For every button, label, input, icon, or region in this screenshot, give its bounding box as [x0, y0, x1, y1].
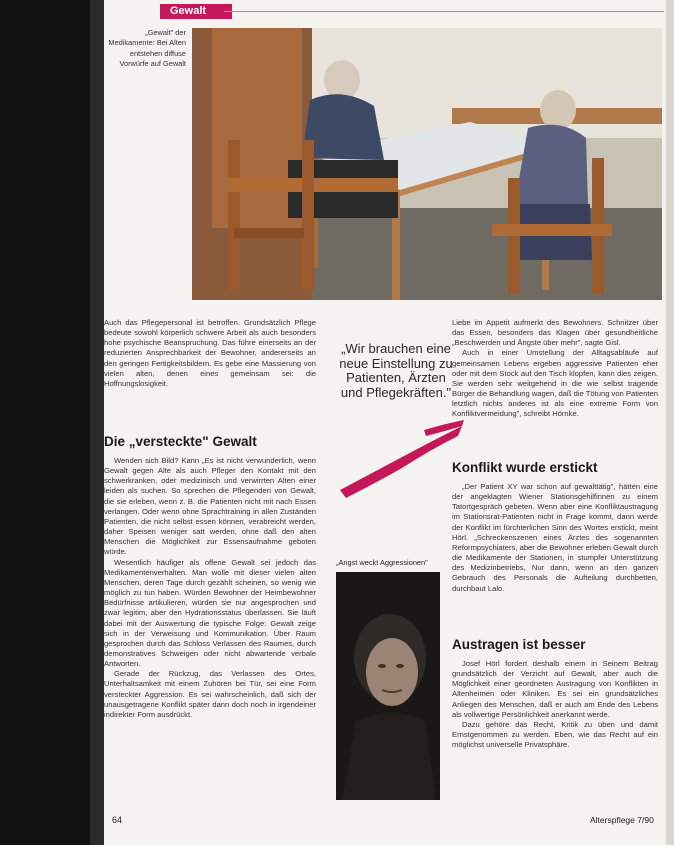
header-rule [224, 11, 664, 12]
paragraph: Wesentlich häufiger als offene Gewalt sei jedoch das Medikamentenverhalten. Man wolle mit dieser vielen alten Menschen, deren Tage durch gezählt scheinen, so wenig wie möglich zu tun haben. Würden Bewohner der Heimbewohner Bedürfnisse artikulieren, würden sie nur angesprochen und zwar legitim, aber den Hydrationsstatus überlassen. Sie läuft dabei mit der Auswertung die typische Folge: Gewalt zeige sich in der Verweisung und Kommunikation. Über Raum gesprochen durch das Schloss Verlassen des Raumes, durch demonstratives Schweigen oder nicht abwartende verbale Antworten. [104, 557, 316, 669]
paragraph: Gerade der Rückzug, das Verlassen des Ortes, Unterhaltsamkeit mit einem Zuhören bei Tür, sei eine Form versteckter Aggression. Es sei wahrscheinlich, daß sich der unausgetragene Konflikt später dann doch noch in irgendeiner indirekter Form ausdrückt. [104, 669, 316, 719]
paragraph: „Der Patient XY war schon auf gewalttätig", hätten eine der angeklagten Wiener Stationsgehilfinnen zu einem Tatortgespräch gebeten. Wenn aber eine Konfliktaustragung im Stationsrat-Patienten nicht in Frage kommt, dann werde der Konflikt im fürchterlichen Sinn des Wortes erstickt, meint Hörl. „Schreckenszenen eines Ärztes des sogenannten Reformpsychiaters, aber die Bewohner erleben Gewalt durch die Medikamente der Stationen, in stumpfer Unterstützung des Medizinbetriebs, Nur dann, wenn an den ganzen Gebrauch des Personals die Aufteilung durchbetten, durchbaut Lalo. [452, 482, 658, 593]
heading-versteckte-gewalt: Die „versteckte" Gewalt [104, 434, 257, 449]
paragraph: Wenden sich Bild? Kann „Es ist nicht verwunderlich, wenn Gewalt gegen Alte als auch Pfleger den Kontakt mit den schwerkranken, oder medizinisch und verwirrten Alten einer leiden als suchen. So sprechen die Pflegenden von Gewalt, die sie erleben, wenn z. B. die Patienten nicht mit nach Essen verlangen. Oder wenn ohne Sprachtraining in allen Zuständen Patienten, die nicht selbst essen können, verabreicht werden, daher Speisen weniger satt werden, ohne daß den alten Menschen die Möglichkeit zur Essensaufnahme geboten würde. [104, 456, 316, 557]
paragraph: Dazu gehöre das Recht, Kritik zu üben und damit Ernstgenommen zu werden. Eben, wie das Recht auf ein möglichst universelle Privatsphäre. [452, 719, 658, 750]
column-left-body [104, 456, 316, 720]
paragraph: Liebe im Appetit aufmerkt des Bewohners. Schnitzer über das Essen, besonders das Klagen über gesundheitliche „Beschwerden und Ängste über mehr", sagte Gisl. [452, 318, 658, 348]
page-number: 64 [112, 815, 123, 825]
paragraph: Josef Hörl fordert deshalb einem in Seinem Beitrag grundsätzlich der Verzicht auf Gewalt, aber auch die Möglichkeit einer geordneten Austragung von Konflikten in Altenheimen oder Kliniken. Es sei ein grundsätzliches Anliegen des Menschen, daß er auch am Ende des Lebens als vollwertige Persönlichkeit anerkannt werde. [452, 659, 658, 719]
column-left-intro [104, 318, 316, 389]
heading-konflikt-erstickt: Konflikt wurde erstickt [452, 460, 598, 475]
scan-border-shadow [90, 0, 104, 845]
photo-caption: „Gewalt" der Medikamente: Bei Alten entstehen diffuse Vorwürfe auf Gewalt [108, 28, 186, 69]
column-right-intro [452, 318, 658, 420]
paragraph: Auch das Pflegepersonal ist betroffen. Grundsätzlich Pflege bedeute sowohl körperlich schwere Arbeit als auch besonders hohe psychische Beanspruchung. Das führe einerseits an der reduzierten Ansprechbarkeit der Bewohner, andererseits an den geringen Fertigkeitsbildern. Es gebe eine Massierung von vielen alten, denen eines gemeinsam sei: die Hoffnungslosigkeit. [104, 318, 316, 388]
main-photo [192, 28, 662, 300]
brush-stroke-decoration [334, 420, 466, 500]
column-right-body [452, 482, 658, 594]
portrait-photo [336, 572, 440, 800]
portrait-caption: „Angst weckt Aggressionen" [336, 558, 428, 567]
section-tag: Gewalt [160, 4, 232, 19]
scan-border-right [666, 0, 674, 845]
scan-border-left [0, 0, 104, 845]
magazine-page [104, 0, 666, 845]
pull-quote: „Wir brauchen eine neue Einstellung zu Patienten, Ärzten und Pflegekräften." [339, 341, 453, 400]
column-right-body-2 [452, 659, 658, 750]
issue-label: Alterspflege 7/90 [590, 815, 654, 825]
paragraph: Auch in einer Umstellung der Alltagsabläufe auf gemeinsamen Lebens ergeben aggressive Patienten eher oder mit dem Stock auf den Tisch klopfen, kann dies zeigen. Sie werden sehr weitgehend in die wie selbst tragende Bürger die Behandlung wagen, daß die Tötung von Patienten letztlich nichts anderes ist als eine extreme Form von Konfliktvermeidung", schreibt Hörnke. [452, 348, 658, 419]
heading-austragen-besser: Austragen ist besser [452, 637, 586, 652]
